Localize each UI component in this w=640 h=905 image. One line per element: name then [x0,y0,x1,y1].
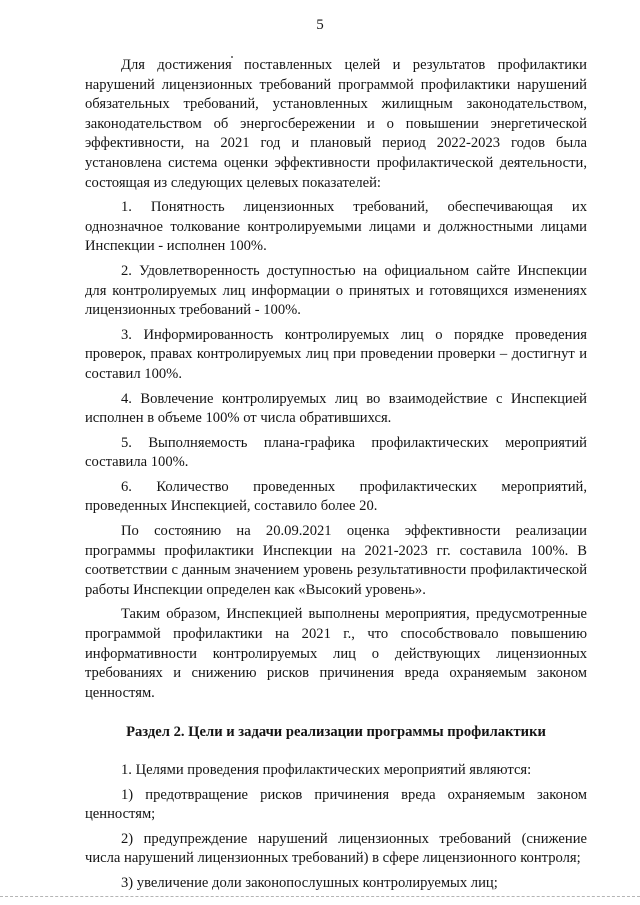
paragraph-conclusion: Таким образом, Инспекцией выполнены мероприятия, предусмотренные программой профилактики на 2021 г., что способствовало повышению информативности контролируемых лиц о действующих лицензионных требованиях и снижению рисков причинения вреда охраняемым законом ценностям. [85,606,587,701]
section-paragraph-goals: 1. Целями проведения профилактических мероприятий являются: [121,762,532,778]
paragraph-indicator-6: 6. Количество проведенных профилактических мероприятий, проведенных Инспекцией, составило более 20. [85,478,587,515]
paragraph-indicator-3: 3. Информированность контролируемых лиц о порядке проведения проверок, правах контролируемых лиц при проведении проверки – достигнут и составил 100%. [85,326,587,382]
section-paragraph-goal-1: 1) предотвращение рисков причинения вреда охраняемым законом ценностям; [85,786,587,823]
page-number: 5 [316,17,324,33]
paragraph-indicator-4: 4. Вовлечение контролируемых лиц во взаимодействие с Инспекцией исполнен в объеме 100% от числа обратившихся. [85,390,587,427]
paragraph-intro: Для достижения поставленных целей и результатов профилактики нарушений лицензионных требований программой профилактики нарушений обязательных требований, установленных жилищным законодательством, законодательством об энергосбережении и о повышении энергетической эффективности, на 2021 год и плановый период 2022-2023 годов была установлена система оценки эффективности профилактической деятельности, состоящая из следующих целевых показателей: [85,57,587,191]
section-paragraph-goal-2: 2) предупреждение нарушений лицензионных требований (снижение числа нарушений лицензионных требований) в сфере лицензионного контроля; [85,830,587,867]
paragraph-indicator-1: 1. Понятность лицензионных требований, обеспечивающая их однозначное толкование контролируемыми лицами и должностными лицами Инспекции - исполнен 100%. [85,199,587,255]
document-body [85,56,587,894]
paragraph-evaluation: По состоянию на 20.09.2021 оценка эффективности реализации программы профилактики Инспекции на 2021-2023 гг. составила 100%. В соответствии с данным значением уровень результативности профилактической работы Инспекции определен как «Высокий уровень». [85,523,587,598]
paragraph-indicator-5: 5. Выполняемость плана-графика профилактических мероприятий составила 100%. [85,434,587,471]
paragraph-indicator-2: 2. Удовлетворенность доступностью на официальном сайте Инспекции для контролируемых лиц информации о принятых и готовящихся изменениях лицензионных требований - 100%. [85,262,587,319]
page-bottom-rule [0,896,640,897]
section-paragraph-goal-3: 3) увеличение доли законопослушных контролируемых лиц; [121,874,498,891]
section-heading: Раздел 2. Цели и задачи реализации программы профилактики [126,724,546,741]
